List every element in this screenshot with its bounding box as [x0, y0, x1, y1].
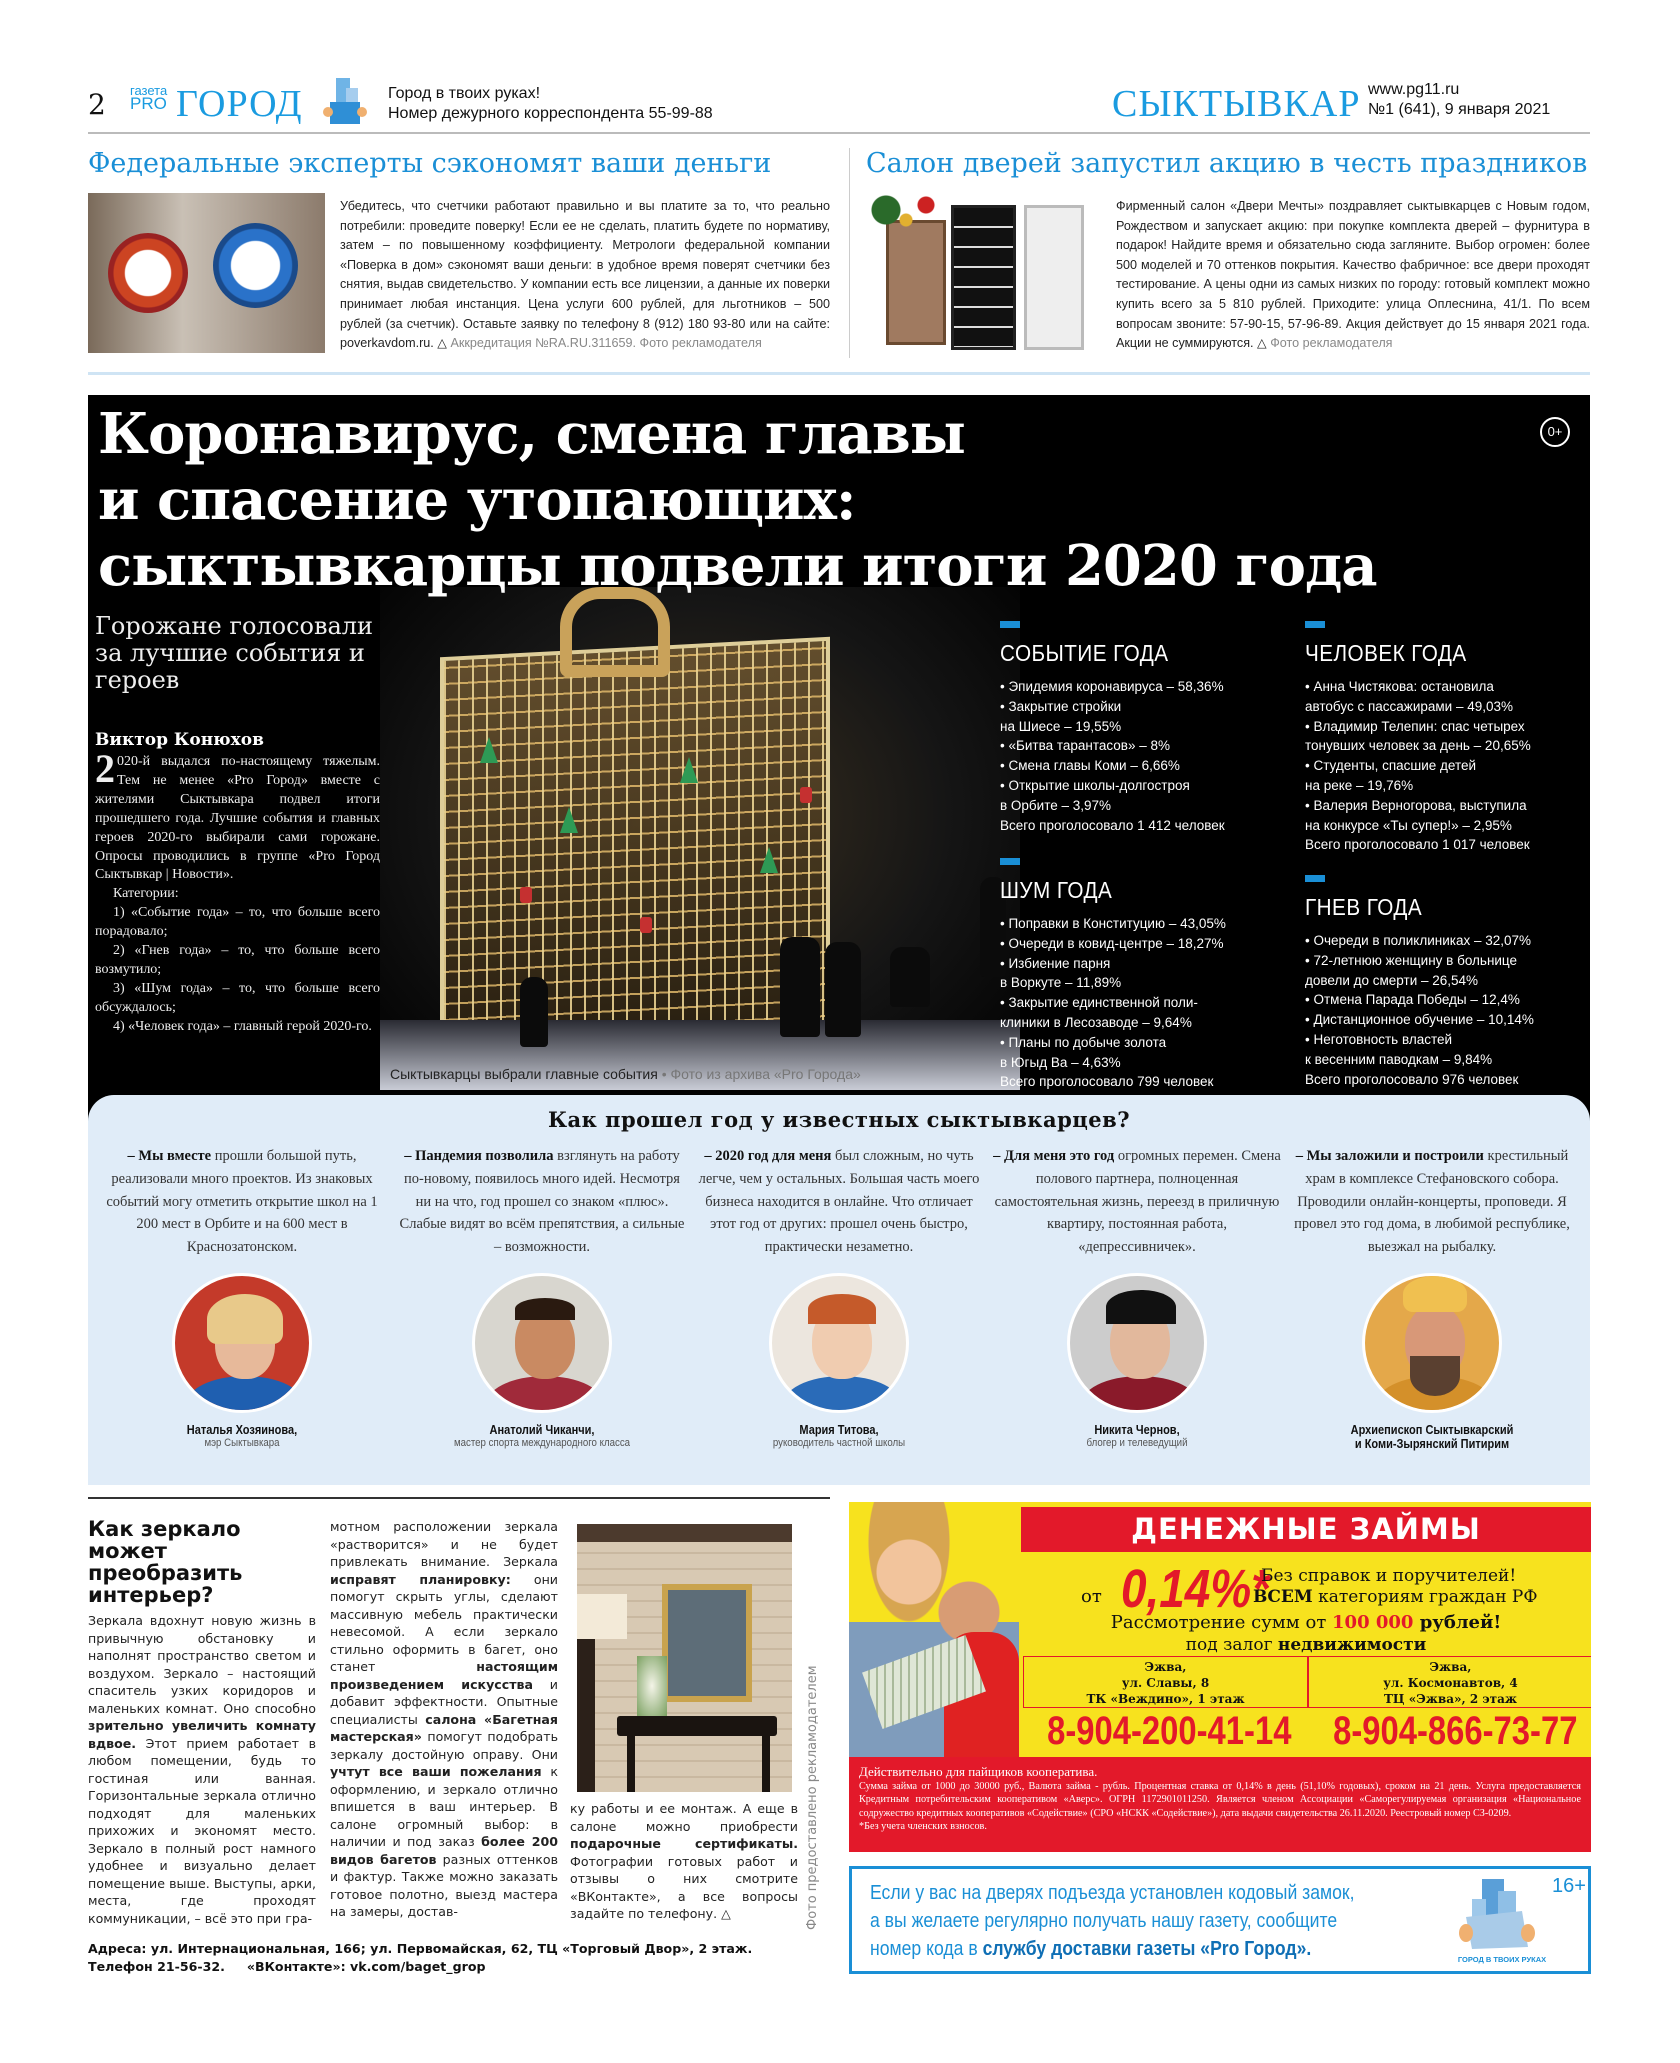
address-line: ул. Космонавтов, 4: [1383, 1676, 1518, 1690]
quote-lead: – 2020 год для меня: [704, 1148, 832, 1164]
photo-credit: • Фото из архива «Pro Города»: [661, 1066, 861, 1082]
person-name: Анатолий Чиканчи,: [489, 1422, 595, 1437]
stat-item: • Эпидемия коронавируса – 58,36%: [1000, 679, 1224, 694]
text: номер кода в: [870, 1938, 983, 1960]
category-item: 3) «Шум года» – то, что больше всего обсуждалось;: [95, 980, 380, 1015]
legal-text: Сумма займа от 1000 до 30000 руб., Валюта займа - рубль. Процентная ставка от 0,14% в день (51,10% годовых), сроком на 21 день. Услуга предоставляется Кредитным потребительским кооперативом «Аверс». ОГРН 1172901011250. Является членом Ассоциации «Саморегулируемая организация «Национальное содружество кредитных кооперативов «Содействие» (СРО «НСКК «Содействие»), дата выдачи свидетельства 26.11.2020. Реестровый номер СЗ-0209.: [859, 1781, 1581, 1819]
stat-item: • Дистанционное обучение – 10,14%: [1305, 1012, 1534, 1028]
category-item: 1) «Событие года» – то, что больше всего порадовало;: [95, 905, 380, 940]
address-line: Эжва,: [1144, 1660, 1187, 1674]
stat-item: Всего проголосовало 976 человек: [1305, 1071, 1519, 1087]
stat-item: • 72-летнюю женщину в больнице: [1305, 952, 1518, 968]
stat-item: • Закрытие единственной поли-: [1000, 995, 1198, 1011]
mirror-article-col1: [88, 1612, 316, 1927]
stat-item: • Поправки в Конституцию – 43,05%: [1000, 916, 1226, 931]
section-marker: [1000, 621, 1020, 628]
article-body-meters: [340, 197, 830, 354]
quote-lead: – Мы заложили и построили: [1295, 1148, 1484, 1164]
address-line: ТЦ «Эжва», 2 этаж: [1384, 1692, 1517, 1706]
mirror-article-col2: [330, 1518, 558, 1921]
stat-item: • Очереди в ковид-центре – 18,27%: [1000, 935, 1224, 951]
table-leg: [762, 1734, 770, 1792]
person-name: Наталья Хозяинова,: [186, 1422, 298, 1437]
stat-list: [1305, 931, 1590, 1089]
article-title-doors[interactable]: Салон дверей запустил акцию в честь праздников: [866, 148, 1588, 179]
quote-text: [991, 1145, 1283, 1259]
feature-subhead: Горожане голосовали за лучшие события и героев: [95, 612, 374, 694]
loan-title: ДЕНЕЖНЫЕ ЗАЙМЫ: [1021, 1507, 1591, 1552]
address-line: ТК «Веждино», 1 этаж: [1086, 1692, 1245, 1706]
table-leg: [627, 1734, 635, 1792]
happy-couple-image: [849, 1502, 1019, 1757]
quote-card: [396, 1145, 688, 1449]
section-divider: [88, 372, 1590, 375]
mirror-contacts: [88, 1940, 752, 1976]
person-name: Архиепископ Сыктывкарский: [1350, 1422, 1514, 1437]
tree-decoration: [680, 757, 698, 783]
stat-item: • «Битва тарантасов» – 8%: [1000, 738, 1171, 754]
quote-text: [693, 1145, 985, 1259]
avatar: [769, 1273, 909, 1413]
person-role: руководитель частной школы: [772, 1436, 906, 1449]
stat-title: СОБЫТИЕ ГОДА: [1000, 640, 1169, 666]
quote-lead: – Для меня это год: [993, 1148, 1115, 1164]
column-divider: [849, 148, 850, 358]
mirror-article-col3: [570, 1800, 798, 1923]
person-silhouette: [520, 977, 548, 1047]
quote-body: огромных перемен. Смена полового партнера, полноценная самостоятельная жизнь, переезд в приличную квартиру, постоянная работа, «депрессивничек».: [994, 1148, 1281, 1256]
stat-noise-of-year: [1000, 858, 1290, 1092]
door: [951, 205, 1016, 350]
avatar: [472, 1273, 612, 1413]
issue-info: [1368, 80, 1550, 120]
stat-item: • Отмена Парада Победы – 12,4%: [1305, 992, 1520, 1008]
dropcap: 2: [95, 746, 115, 791]
legal-disclaimer: [849, 1757, 1591, 1852]
quote-text: [396, 1145, 688, 1259]
person-silhouette: [825, 942, 861, 1037]
avatar-hair: [207, 1294, 283, 1344]
phone-number[interactable]: 8-904-200-41-14: [1047, 1709, 1292, 1753]
phone-number[interactable]: 8-904-866-73-77: [1333, 1709, 1578, 1753]
stat-item: • Неготовность властей: [1305, 1031, 1453, 1047]
legal-head: Действительно для пайщиков кооператива.: [859, 1764, 1098, 1779]
section-marker: [1305, 621, 1325, 628]
person-role: мэр Сыктывкара: [204, 1436, 280, 1449]
lamp: [577, 1594, 627, 1639]
contact-line: [88, 1958, 752, 1976]
terms-line: [1021, 1612, 1591, 1633]
header-divider: [88, 132, 1590, 134]
person-role: мастер спорта международного класса: [453, 1436, 631, 1449]
photo-credit: Фото рекламодателя: [1270, 336, 1393, 351]
stat-item: • Открытие школы-долгостроя: [1000, 777, 1190, 793]
legal-note: *Без учета членских взносов.: [859, 1820, 987, 1832]
tree-decoration: [560, 807, 578, 833]
from-label: от: [1081, 1586, 1102, 1607]
quote-body: взглянуть на работу по-новому, появилось много идей. Несмотря ни на что, год прошел со знаком «плюс». Слабые видят во всём препятствия, а сильные – возможности.: [399, 1148, 685, 1256]
text: категориям граждан РФ: [1312, 1587, 1538, 1607]
author-byline: Виктор Конюхов: [95, 730, 264, 750]
headline-line: Коронавирус, смена главы: [98, 401, 965, 467]
text: помогут подобрать зеркалу достойную оправу. Они: [330, 1729, 558, 1762]
stat-item: • Очереди в поликлиниках – 32,07%: [1305, 933, 1531, 948]
quote-lead: – Мы вместе: [127, 1148, 212, 1164]
text: рублей!: [1413, 1612, 1502, 1633]
quote-text: [96, 1145, 388, 1259]
quote-body: был сложным, но чуть легче, чем у остальных. Большая часть моего бизнеса находится в онлайне. Что отличает этот год от других: прошел очень быстро, практически незаметно.: [698, 1148, 980, 1256]
article-title-meters[interactable]: Федеральные эксперты сэкономят ваши деньги: [88, 148, 772, 179]
stat-item: • Закрытие стройки: [1000, 698, 1122, 714]
stat-person-of-year: [1305, 621, 1590, 855]
stat-item: автобус с пассажирами – 49,03%: [1305, 698, 1513, 714]
water-meters-photo: [88, 193, 325, 353]
address: Адреса: ул. Интернациональная, 166; ул. Первомайская, 62, ТЦ «Торговый Двор», 2 этаж.: [88, 1941, 753, 1956]
person-name: Никита Чернов,: [1094, 1422, 1180, 1437]
gift-bow: [560, 587, 670, 677]
tagline: [388, 84, 713, 124]
address-line: ул. Славы, 8: [1121, 1676, 1210, 1690]
interest-rate: 0,14%*: [1121, 1559, 1270, 1619]
stat-item: в Югыд Ва – 4,63%: [1000, 1054, 1121, 1070]
console-table: [617, 1716, 777, 1736]
beard: [1410, 1356, 1460, 1396]
headline-line: сыктывкарцы подвели итоги 2020 года: [98, 533, 1377, 599]
text-line: Если у вас на дверях подъезда установлен кодовый замок,: [870, 1882, 1355, 1904]
terms-line: [1021, 1635, 1591, 1655]
slogan: ГОРОД В ТВОИХ РУКАХ: [1457, 1955, 1547, 1964]
mirror-interior-photo: [577, 1524, 792, 1792]
door: [1024, 205, 1084, 350]
celebrity-quotes-panel: [88, 1095, 1590, 1485]
quote-card: [693, 1145, 985, 1449]
christmas-decoration: [866, 190, 956, 230]
avatar-body: [185, 1376, 305, 1413]
mirror-article-title[interactable]: Как зеркало может преобразить интерьер?: [88, 1517, 243, 1607]
stat-item: Всего проголосовало 799 человек: [1000, 1074, 1214, 1090]
bold-text: ВСЕМ: [1253, 1587, 1313, 1607]
tree-decoration: [760, 847, 778, 873]
stat-item: Всего проголосовало 1 017 человек: [1305, 837, 1530, 853]
lamp-stand: [577, 1639, 595, 1792]
website-link[interactable]: www.pg11.ru: [1368, 81, 1460, 98]
ornament: [800, 787, 812, 803]
page-number: 2: [88, 88, 106, 121]
category-item: 2) «Гнев года» – то, что больше всего возмутило;: [95, 943, 380, 977]
bold-text: салона «Багетная мастерская»: [330, 1711, 558, 1744]
stat-event-of-year: [1000, 621, 1290, 835]
delivery-notice: [849, 1866, 1591, 1974]
ornament: [520, 887, 532, 903]
blue-meter: [213, 223, 298, 308]
caption-text: Сыктывкарцы выбрали главные события: [390, 1066, 658, 1082]
stat-item: • Студенты, спасшие детей: [1305, 758, 1477, 774]
text-line: [870, 1935, 1363, 1963]
logo-text: ГОРОД: [176, 83, 303, 125]
quote-card: [991, 1145, 1283, 1449]
headline-line: и спасение утопающих:: [98, 467, 856, 533]
text: под залог: [1185, 1635, 1278, 1655]
vk-link[interactable]: «ВКонтакте»: vk.com/baget_grop: [246, 1959, 486, 1974]
phone: Телефон 21-56-32.: [88, 1959, 225, 1974]
text: к оформлению, и зеркало отлично впишется в ваш интерьер. В салоне огромный выбор: в наличии и под заказ: [330, 1764, 558, 1849]
section-marker: [1305, 875, 1325, 882]
stat-item: на реке – 19,76%: [1305, 777, 1414, 793]
city-in-hands-icon: [1452, 1877, 1542, 1949]
text: они помогут скрыть углы, сделают массивную мебель практически невесомой. А если зеркало стильно оформить в багет, оно станет: [330, 1571, 558, 1674]
text: мотном расположении зеркала «растворится» и не будет привлекать внимание. Зеркала: [330, 1519, 558, 1569]
city-in-hands-icon: [322, 76, 368, 126]
stat-item: довели до смерти – 26,54%: [1305, 972, 1479, 988]
bold-text: зрительно увеличить комнату вдвое.: [88, 1718, 316, 1751]
bold-text: недвижимости: [1277, 1635, 1427, 1655]
photo-credit-vertical: Фото предоставлено рекламодателем: [805, 1665, 820, 1930]
address-line: Эжва,: [1429, 1660, 1472, 1674]
issue-number: №1 (641), 9 января 2021: [1368, 101, 1551, 118]
text-line: а вы желаете регулярно получать нашу газету, сообщите: [870, 1910, 1338, 1932]
age-rating-badge: 16+: [1552, 1875, 1586, 1897]
text: Этот прием работает в любом помещении, будь то гостиная или ванная. Горизонтальные зеркала отлично подходят для маленьких прихожих и экономят место. Зеркало в полный рост намного удобнее и визуально делает помещение выше. Выступы, арки, места, где проходят коммуникации, – всё это при гра-: [88, 1735, 316, 1926]
stat-item: • Планы по добыче золота: [1000, 1034, 1167, 1050]
office-address: [1308, 1656, 1591, 1708]
quote-card: [1286, 1145, 1578, 1451]
section-marker: [1000, 858, 1020, 865]
terms-line: [1253, 1587, 1537, 1607]
article-divider: [88, 1497, 830, 1499]
stat-item: к весенним паводкам – 9,84%: [1305, 1051, 1493, 1067]
stat-title: ШУМ ГОДА: [1000, 877, 1113, 903]
avatar-hair: [808, 1294, 876, 1324]
pro-gorod-logo[interactable]: [130, 82, 303, 126]
text: Зеркала вдохнут новую жизнь в привычную обстановку и наполнят пространство светом и воздухом. Зеркало – настоящий спаситель узких коридоров и маленьких комнат. Оно способно: [88, 1613, 316, 1716]
slogan: Город в твоих руках!: [388, 85, 541, 102]
feature-headline: [98, 401, 1377, 599]
stat-item: • Анна Чистякова: остановила: [1305, 679, 1494, 694]
amount: 100 000: [1332, 1612, 1414, 1633]
article-body-doors: [1116, 197, 1590, 354]
lead-text: 020-й выдался по-настоящему тяжелым. Тем не менее «Pro Город» вместе с жителями Сыктывкара подвел итоги прошедшего года. Лучшие события и главных героев 2020-го выбирали сами горожане. Опросы проводились в группе «Pro Город Сыктывкар | Новости».: [95, 754, 380, 883]
terms-line: Без справок и поручителей!: [1261, 1566, 1517, 1586]
article-text: Убедитесь, что счетчики работают правильно и вы платите за то, что реально потребили: проведите поверку! Если ее не сделать, платить будете по нормативу, затем – по повышенному коэффициенту. Метрологи федеральной компании «Поверка в дом» сэкономят ваши деньги: в удобное время поверят счетчики без снятия, выдав свидетельство. У компании есть все лицензии, а данные их поверки принимает любая инстанция. Цена услуги 600 рублей, для льготников – 500 рублей (за счетчик). Оставьте заявку по телефону 8 (912) 180 93-80 или на сайте: poverkavdom.ru. △: [340, 199, 830, 351]
avatar: [1362, 1273, 1502, 1413]
stat-item: в Воркуте – 11,89%: [1000, 975, 1122, 991]
avatar-body: [782, 1376, 902, 1413]
avatar: [1067, 1273, 1207, 1413]
stat-item: • Владимир Телепин: спас четырех: [1305, 718, 1525, 734]
person-role: блогер и телеведущий: [1086, 1436, 1188, 1449]
stat-item: • Валерия Верногорова, выступила: [1305, 797, 1527, 813]
flower-vase: [637, 1656, 667, 1716]
quotes-title: Как прошел год у известных сыктывкарцев?: [547, 1107, 1131, 1132]
stat-title: ГНЕВ ГОДА: [1305, 894, 1423, 920]
person-name: Мария Титова,: [799, 1422, 879, 1437]
stat-list: [1305, 677, 1590, 855]
logo-small-top: газета: [130, 83, 168, 98]
stat-item: • Смена главы Коми – 6,66%: [1000, 758, 1180, 774]
ornament: [640, 917, 652, 933]
gilded-mirror: [662, 1584, 752, 1702]
person-role: и Коми-Зырянский Питирим: [1354, 1436, 1510, 1451]
avatar-body: [485, 1376, 605, 1413]
bold-text: подарочные сертификаты.: [570, 1836, 798, 1851]
stat-item: • Избиение парня: [1000, 955, 1111, 971]
bold-text: учтут все ваши пожелания: [330, 1764, 542, 1779]
feature-section: [88, 395, 1590, 1485]
text: Рассмотрение сумм от: [1110, 1612, 1333, 1633]
quote-body: прошли большой путь, реализовали много проектов. Из знаковых событий могу отметить открытие школ на 1 200 мест в Орбите и на 600 мест в Краснозатонском.: [106, 1148, 378, 1256]
loan-advertisement[interactable]: [849, 1502, 1591, 1852]
delivery-text: [870, 1879, 1363, 1963]
quote-lead: – Пандемия позволила: [404, 1148, 554, 1164]
person-silhouette: [780, 937, 820, 1037]
bold-text: более 200 видов багетов: [330, 1834, 558, 1867]
bold-text: настоящим произведением искусства: [330, 1659, 558, 1692]
tree-decoration: [480, 737, 498, 763]
office-address: [1023, 1656, 1308, 1708]
quote-card: [96, 1145, 388, 1449]
red-meter: [108, 233, 188, 313]
avatar-hair: [515, 1298, 575, 1320]
photo-caption: [390, 1066, 861, 1082]
logo-small-bottom: PRO: [130, 94, 167, 113]
stat-list: [1000, 677, 1290, 835]
city-name: СЫКТЫВКАР: [1112, 83, 1361, 125]
duty-phone: Номер дежурного корреспондента 55-99-88: [388, 105, 713, 122]
text: и добавит эффектности. Опытные специалисты: [330, 1676, 558, 1727]
gift-box-installation-photo: [380, 587, 1020, 1090]
stat-item: на Шиесе – 19,55%: [1000, 718, 1122, 734]
categories-label: Категории:: [113, 886, 179, 902]
avatar: [172, 1273, 312, 1413]
stat-item: на конкурсе «Ты супер!» – 2,95%: [1305, 817, 1512, 833]
door: [886, 220, 946, 345]
category-item: 4) «Человек года» – главный герой 2020-го.: [113, 1018, 372, 1034]
bold-text: исправят планировку:: [330, 1571, 511, 1587]
text: ку работы и ее монтаж. А еще в салоне можно приобрести: [570, 1801, 798, 1834]
stat-item: в Орбите – 3,97%: [1000, 797, 1112, 813]
stat-item: клиники в Лесозаводе – 9,64%: [1000, 1014, 1192, 1030]
stat-item: тонувших человек за день – 20,65%: [1305, 738, 1531, 754]
age-rating-badge: 0+: [1540, 417, 1570, 447]
quote-body: крестильный храм в комплексе Стефановского собора. Проводили онлайн-концерты, проповеди. Я провел это год дома, в любимой республике, выезжал на рыбалку.: [1294, 1148, 1570, 1256]
bold-text: службу доставки газеты «Pro Город».: [982, 1938, 1312, 1960]
avatar-hair: [1106, 1290, 1176, 1324]
avatar-body: [1080, 1376, 1200, 1413]
text: Фотографии готовых работ и отзывы о них смотрите «ВКонтакте», а все вопросы задайте по телефону. △: [570, 1853, 798, 1921]
stat-item: Всего проголосовало 1 412 человек: [1000, 817, 1225, 833]
stat-title: ЧЕЛОВЕК ГОДА: [1305, 640, 1467, 666]
stat-list: [1000, 914, 1290, 1092]
stat-anger-of-year: [1305, 875, 1590, 1089]
person-silhouette: [890, 947, 930, 1007]
doors-photo: [866, 190, 1102, 355]
quote-text: [1286, 1145, 1578, 1259]
feature-lead: [95, 746, 380, 1037]
mitre: [1403, 1276, 1467, 1312]
text: разных оттенков и фактур. Также можно заказать готовое полотно, выезд мастера на замеры, достав-: [330, 1851, 559, 1919]
photo-credit: Аккредитация №RA.RU.311659. Фото рекламодателя: [450, 336, 762, 351]
article-text: Фирменный салон «Двери Мечты» поздравляет сыктывкарцев с Новым годом, Рождеством и запускает акцию: при покупке комплекта дверей – фурнитура в подарок! Найдите время и обязательно сюда загляните. Выбор огромен: более 500 моделей и 70 оттенков покрытия. Качество фабричное: все двери проходят тестирование. А цены одни из самых низких по городу: готовый комплект можно купить всего за 5 810 рублей. Приходите: улица Оплеснина, 41/1. По всем вопросам звоните: 57-90-15, 57-96-89. Акция действует до 15 января 2021 года. Акции не суммируются. △: [1116, 199, 1590, 351]
